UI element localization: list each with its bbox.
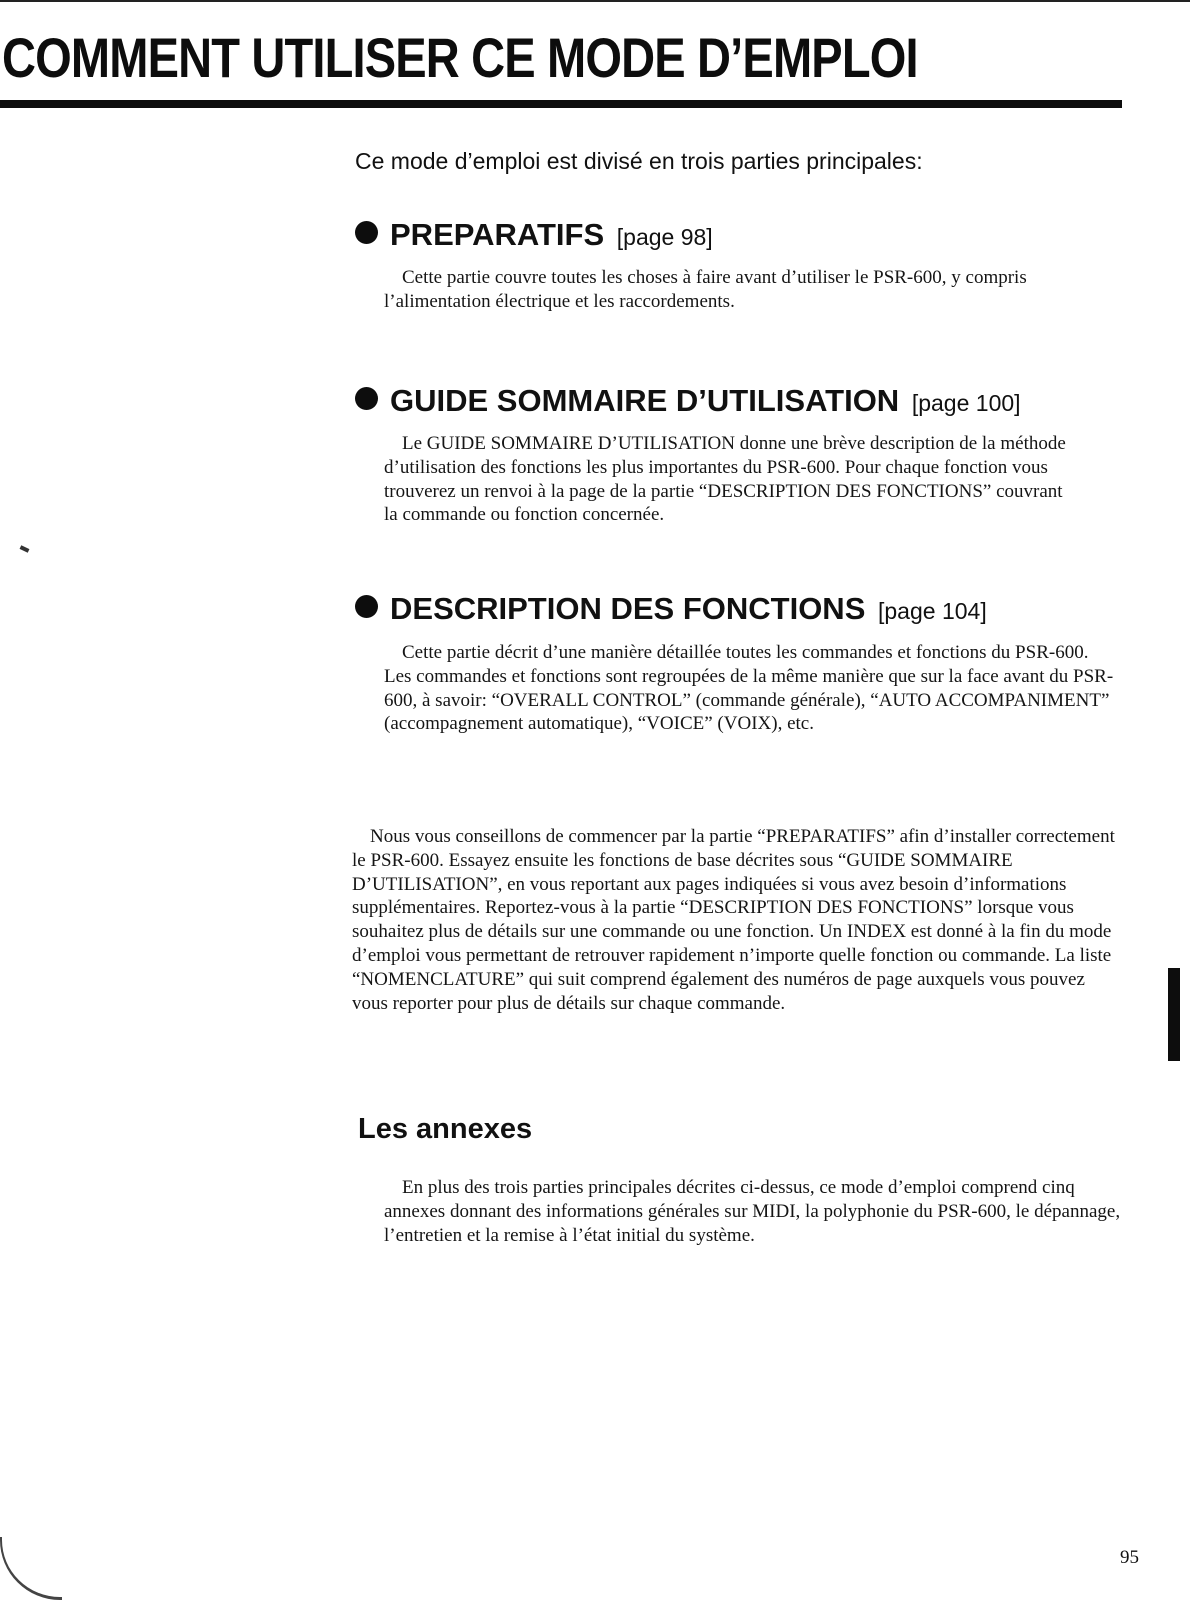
section-heading-guide-sommaire [355, 382, 1021, 419]
page-title: COMMENT UTILISER CE MODE D’EMPLOI [2, 26, 918, 89]
section-heading-preparatifs [355, 216, 713, 253]
page-number: 95 [1120, 1547, 1139, 1568]
advice-body: Nous vous conseillons de commencer par la partie “PREPARATIFS” afin d’installer correctement le PSR-600. Essayez ensuite les fonctions de base décrites sous “GUIDE SOMMAIRE D’UTILISATION”, en vous reportant aux pages indiquées si vous avez besoin d’informations supplémentaires. Reportez-vous à la partie “DESCRIPTION DES FONCTIONS” lorsque vous souhaitez plus de détails sur une commande ou une fonction. Un INDEX est donné à la fin du mode d’emploi vous permettant de retrouver rapidement n’importe quelle fonction ou commande. La liste “NOMENCLATURE” qui suit comprend également des numéros de page auxquels vous pouvez vous reporter pour plus de détails sur chaque commande. [352, 826, 1115, 1014]
section-title: GUIDE SOMMAIRE D’UTILISATION [390, 383, 900, 418]
bullet-icon [355, 595, 378, 618]
bullet-icon [355, 221, 378, 244]
section-page-ref: [page 104] [878, 598, 987, 624]
section-title: DESCRIPTION DES FONCTIONS [390, 591, 866, 626]
section-heading-description-fonctions [355, 590, 987, 627]
section-text-description-fonctions [384, 641, 1114, 736]
section-body: Le GUIDE SOMMAIRE D’UTILISATION donne une brève description de la méthode d’utilisation des fonctions les plus importantes du PSR-600. Pour chaque fonction vous trouverez un renvoi à la page de la partie “DESCRIPTION DES FONCTIONS” couvrant la commande ou fonction concernée. [384, 433, 1066, 526]
section-body: Cette partie couvre toutes les choses à faire avant d’utiliser le PSR-600, y compris l’alimentation électrique et les raccordements. [384, 267, 1027, 312]
section-title: PREPARATIFS [390, 217, 605, 252]
thumb-index-tab [1168, 968, 1180, 1061]
bullet-icon [355, 387, 378, 410]
section-page-ref: [page 100] [911, 390, 1021, 416]
annexes-paragraph [384, 1176, 1124, 1247]
annexes-heading: Les annexes [358, 1113, 533, 1145]
section-body: Cette partie décrit d’une manière détaillée toutes les commandes et fonctions du PSR-600. Les commandes et fonctions sont regroupées de la même manière que sur la face avant du PSR-600, à savoir: “OVERALL CONTROL” (commande générale), “AUTO ACCOMPANIMENT” (accompagnement automatique), “VOICE” (VOIX), etc. [384, 642, 1114, 735]
title-underline [0, 100, 1122, 108]
section-text-preparatifs [384, 266, 1094, 314]
top-edge-rule [0, 0, 1190, 2]
advice-paragraph [352, 825, 1122, 1015]
scan-speck [20, 545, 30, 552]
scan-page-curl [0, 1537, 62, 1600]
intro-text: Ce mode d’emploi est divisé en trois parties principales: [355, 148, 923, 174]
section-text-guide-sommaire [384, 432, 1074, 527]
annexes-body: En plus des trois parties principales décrites ci-dessus, ce mode d’emploi comprend cinq annexes donnant des informations générales sur MIDI, la polyphonie du PSR-600, le dépannage, l’entretien et la remise à l’état initial du système. [384, 1177, 1121, 1246]
section-page-ref: [page 98] [616, 224, 713, 250]
